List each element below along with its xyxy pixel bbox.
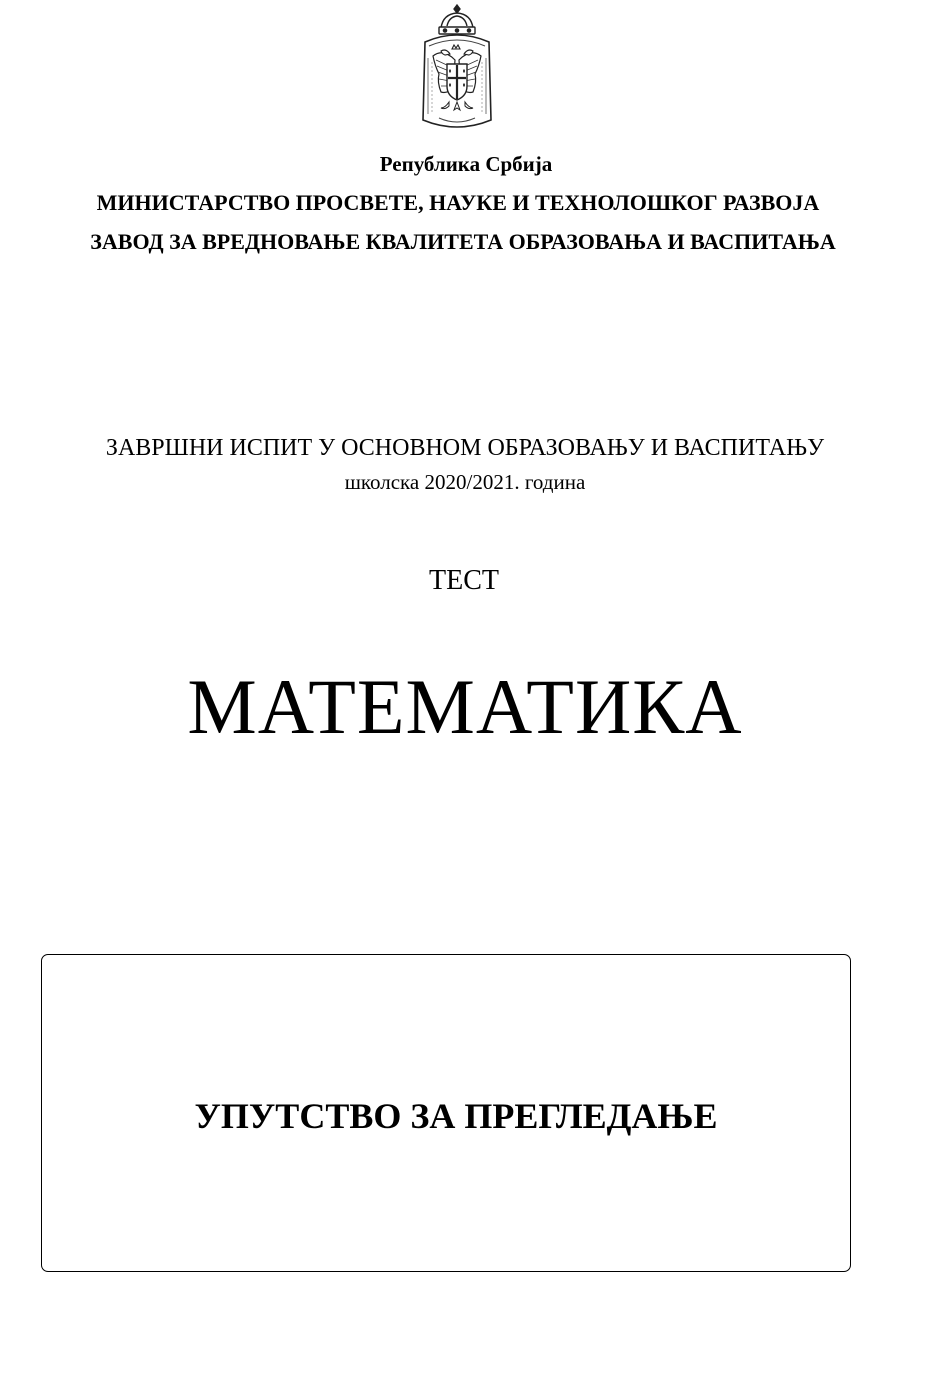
- instruction-box: [41, 954, 851, 1272]
- institute-name: ЗАВОД ЗА ВРЕДНОВАЊЕ КВАЛИТЕТА ОБРАЗОВАЊА И ВАСПИТАЊА: [90, 229, 836, 254]
- subject-title: МАТЕМАТИКА: [187, 663, 743, 750]
- instruction-title: УПУТСТВО ЗА ПРЕГЛЕДАЊЕ: [194, 1096, 718, 1136]
- school-year: школска 2020/2021. година: [344, 470, 586, 494]
- ministry-name: МИНИСТАРСТВО ПРОСВЕТЕ, НАУКЕ И ТЕХНОЛОШКОГ РАЗВОЈА: [96, 190, 820, 215]
- exam-title: ЗАВРШНИ ИСПИТ У ОСНОВНОМ ОБРАЗОВАЊУ И ВАСПИТАЊУ: [105, 435, 825, 461]
- test-label: ТЕСТ: [429, 565, 499, 596]
- serbian-coat-of-arms-icon: [419, 2, 495, 134]
- republic-name: Република Србија: [379, 152, 553, 176]
